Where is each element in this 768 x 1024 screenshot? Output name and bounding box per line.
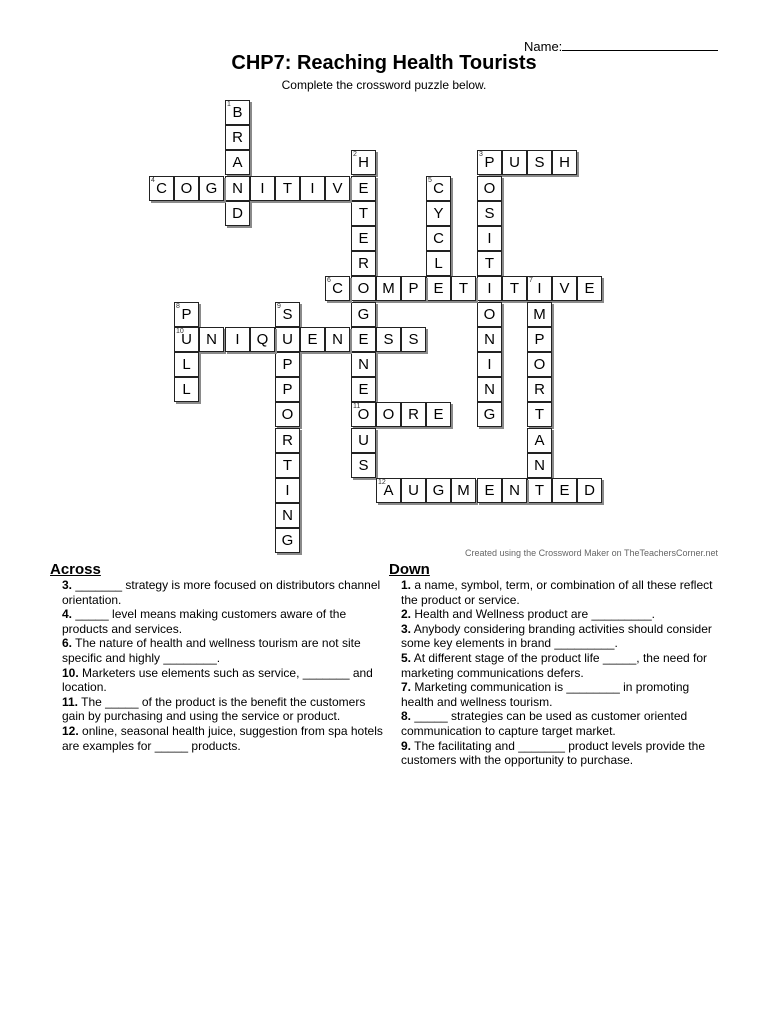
cell-letter: U [509, 154, 520, 171]
grid-cell[interactable] [401, 402, 426, 427]
clue-num: 5. [401, 650, 412, 665]
cell-letter: A [232, 154, 243, 171]
grid-cell[interactable] [275, 402, 300, 427]
down-clue [389, 607, 724, 622]
cell-letter: O [533, 356, 546, 373]
grid-cell[interactable] [477, 150, 502, 175]
cell-letter: N [282, 507, 293, 524]
grid-cell[interactable] [577, 276, 602, 301]
cell-letter: T [509, 280, 520, 297]
cell-letter: T [458, 280, 469, 297]
clue-text: _____ level means making customers aware of the products and services. [62, 607, 347, 636]
clue-number: 1 [227, 101, 231, 108]
grid-cell[interactable] [426, 251, 451, 276]
across-clue-list [50, 578, 385, 753]
grid-cell[interactable] [376, 276, 401, 301]
down-clue [389, 739, 724, 768]
cell-letter: V [559, 280, 570, 297]
grid-cell[interactable] [426, 201, 451, 226]
cell-letter: O [357, 406, 370, 423]
cell-letter: M [457, 482, 470, 499]
grid-cell[interactable] [426, 402, 451, 427]
cell-letter: E [433, 280, 444, 297]
cell-letter: A [383, 482, 394, 499]
grid-cell[interactable] [199, 176, 224, 201]
grid-cell[interactable] [552, 150, 577, 175]
credit-text: Created using the Crossword Maker on TheTeachersCorner.net [465, 548, 718, 558]
cell-letter: N [484, 381, 495, 398]
cell-letter: S [534, 154, 545, 171]
grid-cell[interactable] [174, 302, 199, 327]
cell-letter: R [282, 432, 293, 449]
grid-cell[interactable] [527, 302, 552, 327]
clue-num: 4. [62, 607, 73, 622]
grid-cell[interactable] [275, 327, 300, 352]
grid-cell[interactable] [351, 377, 376, 402]
cell-letter: T [484, 255, 495, 272]
down-heading: Down [389, 561, 430, 578]
cell-letter: E [307, 331, 318, 348]
grid-cell[interactable] [477, 302, 502, 327]
cell-letter: E [584, 280, 595, 297]
cell-letter: I [260, 180, 265, 197]
cell-letter: O [483, 306, 496, 323]
cell-letter: M [533, 306, 546, 323]
clue-num: 10. [62, 665, 79, 680]
grid-cell[interactable] [300, 176, 325, 201]
across-clue [50, 607, 385, 636]
cell-letter: U [408, 482, 419, 499]
clue-number: 10 [176, 328, 184, 335]
cell-letter: I [235, 331, 240, 348]
grid-cell[interactable] [351, 226, 376, 251]
grid-cell[interactable] [275, 453, 300, 478]
grid-cell[interactable] [552, 478, 577, 503]
grid-cell[interactable] [351, 201, 376, 226]
clue-num: 12. [62, 723, 79, 738]
clue-number: 3 [479, 151, 483, 158]
cell-letter: O [281, 406, 294, 423]
cell-letter: N [206, 331, 217, 348]
cell-letter: N [534, 457, 545, 474]
clue-text: The _____ of the product is the benefit the customers gain by purchasing and using the service or product. [62, 694, 366, 724]
grid-cell[interactable] [275, 352, 300, 377]
clue-num: 2. [401, 607, 412, 622]
cell-letter: C [156, 180, 167, 197]
grid-cell[interactable] [225, 327, 250, 352]
grid-cell[interactable] [477, 327, 502, 352]
grid-cell[interactable] [351, 327, 376, 352]
down-clue [389, 578, 724, 607]
cell-letter: C [433, 180, 444, 197]
clue-number: 6 [327, 277, 331, 284]
clue-number: 4 [151, 177, 155, 184]
grid-cell[interactable] [426, 226, 451, 251]
cell-letter: E [358, 331, 369, 348]
cell-letter: S [484, 205, 495, 222]
cell-letter: I [487, 280, 492, 297]
page-title: CHP7: Reaching Health Tourists [231, 52, 537, 74]
cell-letter: U [358, 432, 369, 449]
grid-cell[interactable] [174, 352, 199, 377]
clue-num: 9. [401, 738, 412, 753]
clue-text: _____ strategies can be used as customer oriented communication to capture target market. [401, 709, 688, 738]
cell-letter: R [534, 381, 545, 398]
down-clue [389, 651, 724, 680]
clue-num: 11. [62, 694, 79, 709]
grid-cell[interactable] [527, 327, 552, 352]
grid-cell[interactable] [275, 428, 300, 453]
clue-text: online, seasonal health juice, suggestion from spa hotels are examples for _____ products. [62, 723, 383, 753]
cell-letter: G [432, 482, 445, 499]
cell-letter: E [358, 381, 369, 398]
grid-cell[interactable] [477, 201, 502, 226]
cell-letter: P [484, 154, 495, 171]
grid-cell[interactable] [527, 276, 552, 301]
grid-cell[interactable] [325, 327, 350, 352]
grid-cell[interactable] [225, 176, 250, 201]
cell-letter: I [537, 280, 542, 297]
grid-cell[interactable] [502, 150, 527, 175]
cell-letter: O [483, 180, 496, 197]
grid-cell[interactable] [527, 150, 552, 175]
cell-letter: G [483, 406, 496, 423]
down-clue [389, 622, 724, 651]
grid-cell[interactable] [351, 302, 376, 327]
grid-cell[interactable] [325, 276, 350, 301]
across-clue [50, 636, 385, 665]
clue-text: _______ strategy is more focused on distributors channel orientation. [62, 578, 381, 607]
grid-cell[interactable] [351, 150, 376, 175]
cell-letter: H [358, 154, 369, 171]
cell-letter: E [358, 180, 369, 197]
cell-letter: L [182, 381, 191, 398]
clue-number: 9 [277, 303, 281, 310]
clue-num: 6. [62, 636, 73, 651]
grid-cell[interactable] [325, 176, 350, 201]
cell-letter: I [310, 180, 315, 197]
cell-letter: N [358, 356, 369, 373]
clue-text: Anybody considering branding activities should consider some key elements in brand _________. [401, 621, 712, 651]
cell-letter: P [282, 381, 293, 398]
cell-letter: P [534, 331, 545, 348]
cell-letter: E [433, 406, 444, 423]
grid-cell[interactable] [502, 478, 527, 503]
across-clue [50, 578, 385, 607]
cell-letter: N [332, 331, 343, 348]
cell-letter: G [281, 532, 294, 549]
clue-num: 3. [62, 578, 73, 592]
grid-cell[interactable] [401, 276, 426, 301]
grid-cell[interactable] [451, 478, 476, 503]
clue-number: 5 [428, 177, 432, 184]
down-clue-list [389, 578, 724, 768]
cell-letter: D [584, 482, 595, 499]
grid-cell[interactable] [351, 402, 376, 427]
cell-letter: Q [256, 331, 269, 348]
cell-letter: E [484, 482, 495, 499]
grid-cell[interactable] [351, 276, 376, 301]
grid-cell[interactable] [300, 327, 325, 352]
across-clue [50, 666, 385, 695]
grid-cell[interactable] [477, 478, 502, 503]
down-clues [389, 562, 724, 768]
clue-text: Health and Wellness product are _________. [411, 607, 655, 622]
clue-text: Marketers use elements such as service, _______ and location. [62, 665, 373, 695]
down-clue [389, 680, 724, 709]
grid-cell[interactable] [477, 226, 502, 251]
grid-cell[interactable] [351, 251, 376, 276]
cell-letter: T [282, 180, 293, 197]
grid-cell[interactable] [225, 201, 250, 226]
grid-cell[interactable] [250, 176, 275, 201]
clue-num: 1. [401, 578, 412, 592]
cell-letter: T [534, 482, 545, 499]
cell-letter: T [358, 205, 369, 222]
cell-letter: M [382, 280, 395, 297]
cell-letter: S [408, 331, 419, 348]
cell-letter: U [282, 331, 293, 348]
cell-letter: N [509, 482, 520, 499]
across-clue [50, 695, 385, 724]
across-clue [50, 724, 385, 753]
grid-cell[interactable] [174, 176, 199, 201]
clue-num: 3. [401, 621, 412, 636]
grid-cell[interactable] [527, 428, 552, 453]
grid-cell[interactable] [426, 176, 451, 201]
clue-text: At different stage of the product life _____, the need for marketing communications defers. [401, 650, 708, 680]
grid-cell[interactable] [477, 377, 502, 402]
clue-number: 2 [353, 151, 357, 158]
page-subtitle: Complete the crossword puzzle below. [281, 78, 487, 92]
clue-text: The facilitating and _______ product levels provide the customers with the opportunity to purchase. [401, 738, 705, 768]
grid-cell[interactable] [351, 428, 376, 453]
cell-letter: S [282, 306, 293, 323]
cell-letter: C [332, 280, 343, 297]
grid-cell[interactable] [275, 377, 300, 402]
cell-letter: N [232, 180, 243, 197]
grid-cell[interactable] [552, 276, 577, 301]
grid-cell[interactable] [351, 352, 376, 377]
clue-text: Marketing communication is ________ in promoting health and wellness tourism. [401, 680, 690, 709]
grid-cell[interactable] [174, 327, 199, 352]
grid-cell[interactable] [225, 125, 250, 150]
cell-letter: O [180, 180, 193, 197]
grid-cell[interactable] [275, 302, 300, 327]
grid-cell[interactable] [401, 478, 426, 503]
name-label: Name: [524, 39, 563, 54]
grid-cell[interactable] [199, 327, 224, 352]
cell-letter: E [559, 482, 570, 499]
cell-letter: I [285, 482, 290, 499]
cell-letter: V [332, 180, 343, 197]
grid-cell[interactable] [477, 251, 502, 276]
cell-letter: G [357, 306, 370, 323]
clue-text: The nature of health and wellness tourism are not site specific and highly ________. [62, 636, 361, 665]
grid-cell[interactable] [275, 528, 300, 553]
grid-cell[interactable] [250, 327, 275, 352]
clue-num: 8. [401, 709, 412, 724]
grid-cell[interactable] [426, 478, 451, 503]
grid-cell[interactable] [527, 377, 552, 402]
down-clue [389, 709, 724, 738]
grid-cell[interactable] [225, 150, 250, 175]
grid-cell[interactable] [477, 402, 502, 427]
cell-letter: B [232, 104, 243, 121]
cell-letter: A [534, 432, 545, 449]
cell-letter: L [434, 255, 443, 272]
grid-cell[interactable] [401, 327, 426, 352]
across-clues [50, 562, 385, 753]
clue-number: 11 [353, 403, 361, 410]
cell-letter: N [484, 331, 495, 348]
cell-letter: T [534, 406, 545, 423]
grid-cell[interactable] [502, 276, 527, 301]
grid-cell[interactable] [351, 453, 376, 478]
cell-letter: S [383, 331, 394, 348]
grid-cell[interactable] [149, 176, 174, 201]
cell-letter: Y [433, 205, 444, 222]
grid-cell[interactable] [477, 176, 502, 201]
cell-letter: C [433, 230, 444, 247]
grid-cell[interactable] [527, 453, 552, 478]
cell-letter: G [205, 180, 218, 197]
cell-letter: S [358, 457, 369, 474]
cell-letter: U [181, 331, 192, 348]
grid-cell[interactable] [477, 276, 502, 301]
cell-letter: P [408, 280, 419, 297]
cell-letter: R [408, 406, 419, 423]
clue-number: 12 [378, 479, 386, 486]
grid-cell[interactable] [351, 176, 376, 201]
clue-number: 7 [529, 277, 533, 284]
across-heading: Across [50, 561, 101, 578]
grid-cell[interactable] [527, 352, 552, 377]
cell-letter: P [181, 306, 192, 323]
grid-cell[interactable] [225, 100, 250, 125]
cell-letter: R [232, 129, 243, 146]
cell-letter: I [487, 230, 492, 247]
grid-cell[interactable] [275, 176, 300, 201]
grid-cell[interactable] [451, 276, 476, 301]
grid-cell[interactable] [577, 478, 602, 503]
grid-cell[interactable] [275, 478, 300, 503]
grid-cell[interactable] [527, 402, 552, 427]
grid-cell[interactable] [174, 377, 199, 402]
clue-text: a name, symbol, term, or combination of all these reflect the product or service. [401, 578, 713, 607]
grid-cell[interactable] [376, 478, 401, 503]
grid-cell[interactable] [477, 352, 502, 377]
cell-letter: E [358, 230, 369, 247]
cell-letter: O [357, 280, 370, 297]
cell-letter: P [282, 356, 293, 373]
cell-letter: R [358, 255, 369, 272]
cell-letter: D [232, 205, 243, 222]
grid-cell[interactable] [426, 276, 451, 301]
grid-cell[interactable] [275, 503, 300, 528]
cell-letter: I [487, 356, 492, 373]
cell-letter: T [282, 457, 293, 474]
cell-letter: L [182, 356, 191, 373]
grid-cell[interactable] [376, 402, 401, 427]
cell-letter: O [382, 406, 395, 423]
grid-cell[interactable] [527, 478, 552, 503]
cell-letter: H [559, 154, 570, 171]
clue-num: 7. [401, 680, 412, 695]
grid-cell[interactable] [376, 327, 401, 352]
clue-number: 8 [176, 303, 180, 310]
